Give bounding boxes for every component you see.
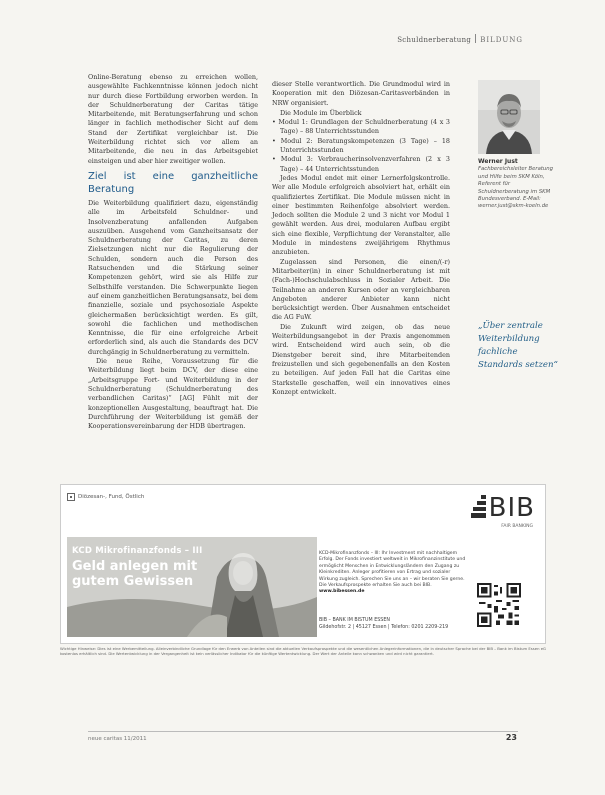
ad-headline [72, 559, 197, 589]
partner-logo-icon [67, 493, 75, 501]
page-number: 23 [505, 733, 517, 742]
ad-contact-name: BIB – BANK IM BISTUM ESSEN [319, 618, 390, 623]
module-list-item: • Modul 2: Beratungskompetenzen (3 Tage) – 18 Unterrichtsstunden [272, 136, 450, 155]
bib-mark-icon [471, 495, 487, 521]
running-head-section: BILDUNG [480, 36, 523, 44]
ad-headline-line-1: Geld anlegen mit [72, 559, 198, 574]
ad-headline-line-2: gutem Gewissen [72, 574, 194, 589]
footer-publication: neue caritas 11/2011 [88, 736, 147, 742]
ad-contact [319, 618, 469, 631]
running-head [397, 34, 523, 44]
pull-quote: „Über zentrale Weiterbildung fachliche Standards setzen“ [478, 321, 558, 370]
paragraph: Die Weiterbildung qualifiziert dazu, eigenständig alle im Arbeitsfeld Schuldner- und Insolvenzberatung anfallenden Aufgaben auszuüben. Ausgehend vom Ganzheitsansatz der Schuldnerberatung der Caritas, zu deren Zielsetzungen nicht nur die Regulierung der Schulden, sondern auch die Person des Ratsuchenden und die Stärkung seiner Kompetenzen gehört, wird sie als Hilfe zur Selbsthilfe verstanden. Die Schwerpunkte liegen auf einem ganzheitlichen Beratungsansatz, bei dem finanzielle, soziale und psychosoziale Aspekte gleichermaßen berücksichtigt werden. Es gilt, sowohl die fachlichen und methodischen Kenntnisse, die für eine erfolgreiche Arbeit erforderlich sind, als auch die Standards des DCV durchgängig in Schuldnerberatung zu vermitteln. [88, 198, 258, 356]
module-list-item: • Modul 3: Verbraucherinsolvenzverfahren (2 x 3 Tage) – 44 Unterrichtsstunden [272, 155, 450, 173]
ad-body-copy [319, 551, 469, 596]
running-head-topic: Schuldnerberatung [397, 36, 472, 44]
author-portrait-image [478, 80, 540, 154]
running-head-divider [475, 34, 476, 43]
modules-title: Die Module im Überblick [280, 108, 362, 117]
article-column-1 [88, 73, 258, 431]
author-photo [478, 80, 540, 154]
author-description: Fachbereichsleiter Beratung und Hilfe beim SKM Köln, Referent für Schuldnerberatung im SKM Bundesverband. E-Mail: werner.just@skm-koeln.de [478, 166, 553, 210]
author-name: Werner Just [478, 158, 518, 165]
article-column-2 [272, 80, 450, 397]
ad-website-link[interactable]: www.bibessen.de [319, 589, 365, 595]
author-caption [478, 158, 562, 211]
paragraph: Jedes Modul endet mit einer Lernerfolgskontrolle. Wer alle Module erfolgreich absolviert hat, erhält ein qualifiziertes Zertifikat. Die Module müssen nicht in einer bestimmten Reihenfolge absolviert werden. Jedoch sollten die Module 2 und 3 nicht vor Modul 1 gewählt werden. Aus drei, modularen Aufbau ergibt sich eine flexible, Verpflichtung der Veranstalter, alle Module in mindestens zweijährigem Rhythmus anzubieten. [272, 173, 450, 257]
ad-copy-text: KCD-Mikrofinanzfonds – III: Ihr Investment mit nachhaltigem Erfolg. Der Fonds investiert weltweit in Mikrofinanzinstitute und ermöglicht Menschen in Entwicklungsländern den Zugang zu Kleinkrediten. Anleger profitieren von Ertrag und sozialer Wirkung zugleich. Sprechen Sie uns an – wir beraten Sie gerne. Die Verkaufsprospekte erhalten Sie auch bei BIB. [319, 551, 466, 589]
bib-brand-sub: FAIR BANKING [501, 524, 533, 529]
paragraph: Online-Beratung ebenso zu erreichen wollen, ausgewählte Fachkenntnisse können jedoch nicht nur durch diese Fortbildung erworben werden. In der Schuldnerberatung der Caritas tätige Mitarbeitende, mit Beratungserfahrung und schon länger in fachlich methodischer Sicht auf dem Stand der Zertifikat vergleichbar ist. Die Weiterbildung richtet sich vor allem an Mitarbeitende, die neu in das Arbeitsgebiet einsteigen und aber hier zweitiger wollen. [88, 73, 258, 165]
paragraph: Die Zukunft wird zeigen, ob das neue Weiterbildungsangebot in der Praxis angenommen wird. Entscheidend wird auch sein, ob die Dienstgeber bereit sind, ihre Mitarbeitenden freizustellen und sich gegebenenfalls an den Kosten zu beteiligen. Auf jeden Fall hat die Caritas eine Starkstelle geschaffen, weil ein innovatives eines Konzept entwickelt. [272, 322, 450, 396]
ad-fineprint: Wichtige Hinweise: Dies ist eine Werbemitteilung. Alleinverbindliche Grundlage für den Erwerb von Anteilen sind die aktuellen Verkaufsprospekte und die wesentlichen Anlegerinformationen, die in deutscher Sprache bei der BIB – Bank im Bistum Essen eG kostenlos erhältlich sind. Die Wertentwicklung in der Vergangenheit ist kein verlässlicher Indikator für die künftige Wertentwicklung. Der Wert der Anteile kann schwanken und wird nicht garantiert. [60, 646, 546, 656]
bib-brand: BIB [488, 493, 535, 523]
ad-photo [67, 537, 317, 637]
paragraph: Die neue Reihe, Voraussetzung für die Weiterbildung liegt beim DCV, der diese eine „Arbeitsgruppe Fort- und Weiterbildung in der Schuldnerberatung (Schuldnerberatung des verbandlichen Caritas)“ [AG] Fühlt mit der konzeptionellen Ausgestaltung, beauftragt hat. Die Durchführung der Weiterbildung ist gemäß der Kooperationsvereinbarung der HDB übertragen. [88, 357, 258, 431]
qr-code-icon [477, 583, 521, 627]
article-subhead: Ziel ist eine ganzheitliche Beratung [88, 170, 258, 195]
ad-fund-name: KCD Mikrofinanzfonds – III [72, 546, 203, 556]
bib-logo [471, 493, 535, 523]
module-list-item: • Modul 1: Grundlagen der Schuldnerberatung (4 x 3 Tage) – 88 Unterrichtsstunden [272, 118, 450, 136]
paragraph: Zugelassen sind Personen, die einen/(-r) Mitarbeiter(in) in einer Schuldnerberatung ist mit (Fach-)Hochschulabschluss in Sozialer Arbeit. Die Teilnahme an anderen Kursen oder an vergleichbaren Angeboten anderer Anbieter kann nicht berücksichtigt werden. Über Ausnahmen entscheidet die AG FuW. [272, 257, 450, 322]
footer-rule [88, 731, 518, 732]
ad-partner-name: Diözesan-, Fund, Östlich [78, 494, 145, 500]
ad-contact-line: Gildehofstr. 2 | 45127 Essen | Telefon: 0201 2209-219 [319, 624, 449, 630]
advertisement [60, 484, 546, 644]
ad-partner-logo [67, 490, 144, 504]
paragraph: dieser Stelle verantwortlich. Die Grundmodul wird in Kooperation mit den Diözesan-Caritasverbänden in NRW organisiert. [272, 80, 450, 107]
